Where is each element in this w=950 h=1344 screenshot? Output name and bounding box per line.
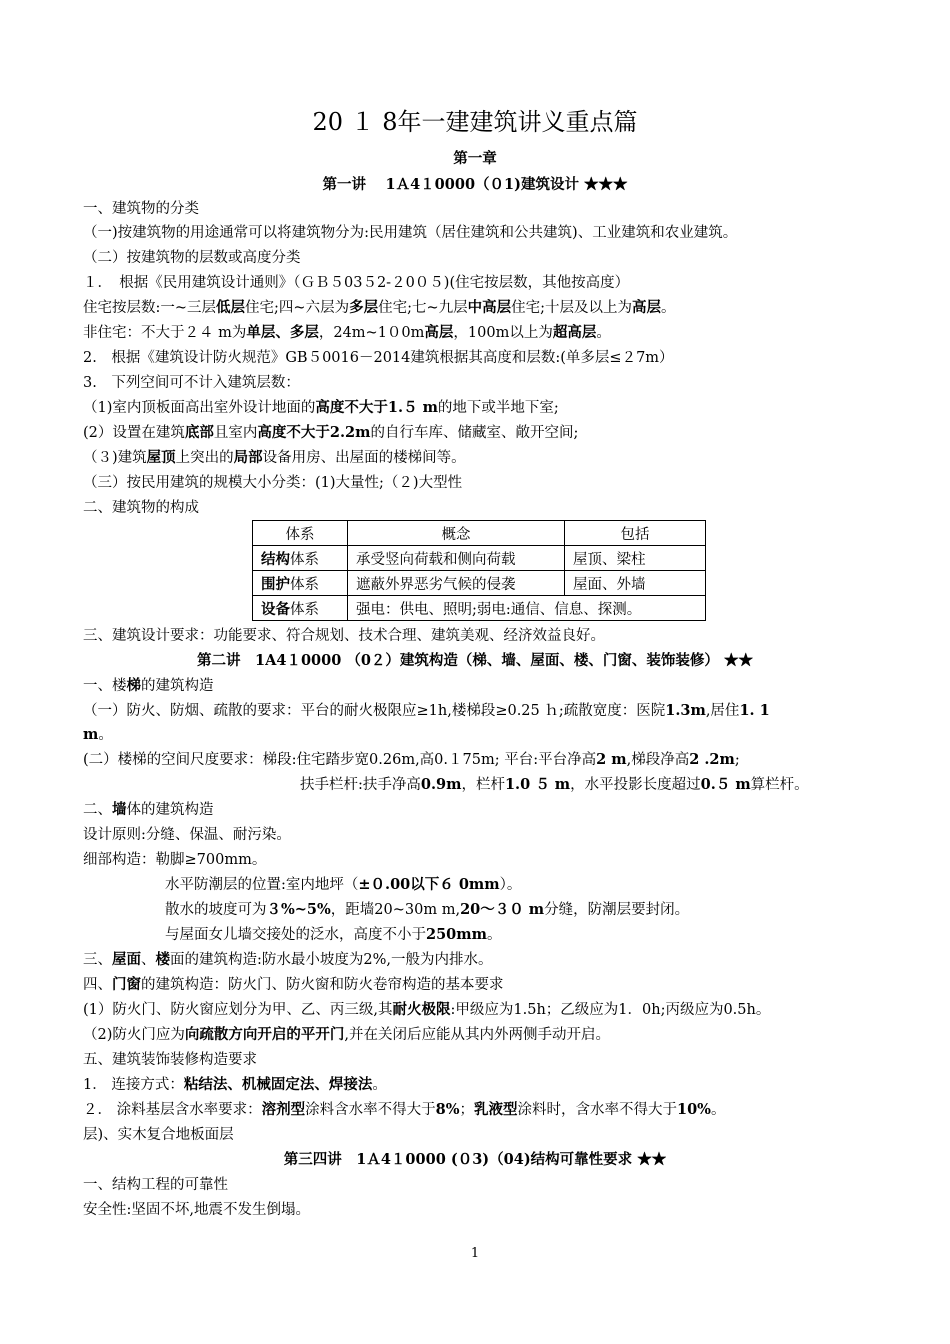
paragraph: 安全性:坚固不坏,地震不发生倒塌。 (83, 1202, 310, 1218)
lecture2-heading: 第二讲 1A4１0000 （0２）建筑构造（梯、墙、屋面、楼、门窗、装饰装修） ★★ (197, 652, 753, 669)
paragraph: （二）按建筑物的层数或高度分类 (83, 250, 301, 266)
table-cell: 设备体系 (253, 596, 348, 621)
table-cell: 围护体系 (253, 571, 348, 596)
table-header-cell: 包括 (565, 521, 706, 546)
paragraph: (二）楼梯的空间尺度要求：梯段:住宅踏步宽0.26m,高0.１75m; 平台:平台净高2 m,梯段净高2 .2m; (83, 751, 740, 768)
paragraph: m。 (83, 726, 113, 743)
paragraph: 住宅按层数:一~三层低层住宅;四~六层为多层住宅;七~九层中高层住宅;十层及以上为高层。 (83, 299, 676, 316)
section-heading: 二、建筑物的构成 (83, 500, 199, 516)
paragraph: 设计原则:分缝、保温、耐污染。 (83, 827, 291, 843)
paragraph: （一)按建筑物的用途通常可以将建筑物分为:民用建筑（居住建筑和公共建筑)、工业建筑和农业建筑。 (83, 225, 738, 241)
section-heading: 一、建筑物的分类 (83, 201, 199, 217)
section-heading: 五、建筑装饰装修构造要求 (83, 1052, 257, 1068)
paragraph: （1)室内顶板面高出室外设计地面的高度不大于1.５ m的地下或半地下室; (83, 399, 559, 416)
table-cell: 结构体系 (253, 546, 348, 571)
paragraph: 层)、实木复合地板面层 (83, 1127, 234, 1143)
paragraph: 水平防潮层的位置:室内地坪（±０.00以下６ 0mm）。 (165, 876, 522, 893)
paragraph: 1． 连接方式：粘结法、机械固定法、焊接法。 (83, 1076, 387, 1093)
paragraph: 非住宅：不大于２４ m为单层、多层，24m~1０0m高层，100m以上为超高层。 (83, 324, 611, 341)
paragraph: （３)建筑屋顶上突出的局部设备用房、出屋面的楼梯间等。 (83, 449, 466, 466)
table-cell: 强电：供电、照明;弱电:通信、信息、探测。 (348, 596, 706, 621)
page-number: 1 (470, 1246, 480, 1261)
table-cell: 承受竖向荷载和侧向荷载 (348, 546, 565, 571)
paragraph: 与屋面女儿墙交接处的泛水，高度不小于250mm。 (165, 926, 502, 943)
lecture3-heading: 第三四讲 1Ａ4１0000 (０3)（04)结构可靠性要求 ★★ (283, 1151, 667, 1168)
table-cell: 屋面、外墙 (565, 571, 706, 596)
table-cell: 屋顶、梁柱 (565, 546, 706, 571)
paragraph: 扶手栏杆:扶手净高0.9m，栏杆1.0 ５ m，水平投影长度超过0.５ m算栏杆。 (300, 776, 809, 793)
table-header-cell: 概念 (348, 521, 565, 546)
section-heading: 一、楼梯的建筑构造 (83, 677, 214, 694)
paragraph: 2. 根据《建筑设计防火规范》GB５0016－2014建筑根据其高度和层数:(单多层≤２7m） (83, 350, 674, 366)
section-heading: 一、结构工程的可靠性 (83, 1177, 228, 1193)
paragraph: 细部构造：勒脚≥700mm。 (83, 852, 267, 868)
paragraph: （三）按民用建筑的规模大小分类：(1)大量性;（２)大型性 (83, 475, 463, 491)
paragraph: 散水的坡度可为３%~5%，距墙20~30m m,20～３０ m分缝，防潮层要封闭。 (165, 901, 690, 918)
table-row (253, 546, 706, 571)
section-heading: 四、门窗的建筑构造：防火门、防火窗和防火卷帘构造的基本要求 (83, 976, 504, 993)
section-heading: 三、屋面、楼面的建筑构造:防水最小坡度为2%,一般为内排水。 (83, 951, 493, 968)
section-heading: 三、建筑设计要求：功能要求、符合规划、技术合理、建筑美观、经济效益良好。 (83, 628, 605, 644)
paragraph: 3. 下列空间可不计入建筑层数： (83, 375, 300, 391)
table-cell: 遮蔽外界恶劣气候的侵袭 (348, 571, 565, 596)
table-row (253, 571, 706, 596)
paragraph: (2）设置在建筑底部且室内高度不大于2.2m的自行车库、储藏室、敞开空间; (83, 424, 579, 441)
paragraph: (1）防火门、防火窗应划分为甲、乙、丙三级,其耐火极限:甲级应为1.5h；乙级应为1．0h;丙级应为0.5h。 (83, 1001, 771, 1018)
table-header-cell: 体系 (253, 521, 348, 546)
lecture1-heading: 第一讲 1Ａ4１0000（０1)建筑设计 ★★★ (322, 176, 628, 193)
paragraph: （2)防火门应为向疏散方向开启的平开门,并在关闭后应能从其内外两侧手动开启。 (83, 1026, 610, 1043)
document-title: 20 １ 8年一建建筑讲义重点篇 (312, 108, 638, 136)
paragraph: （一）防火、防烟、疏散的要求：平台的耐火极限应≥1h,楼梯段≥0.25 ｈ;疏散宽度：医院1.3m,居住1. 1 (83, 702, 770, 719)
table-header-row (253, 521, 706, 546)
table-row (253, 596, 706, 621)
building-composition-table (252, 520, 706, 621)
section-heading: 二、墙体的建筑构造 (83, 801, 214, 818)
chapter-heading: 第一章 (453, 150, 497, 167)
paragraph: ２． 涂料基层含水率要求：溶剂型涂料含水率不得大于8%；乳液型涂料时，含水率不得大于10%。 (83, 1101, 726, 1118)
paragraph: １． 根据《民用建筑设计通则》（ＧＢ５03５2-２0０５)(住宅按层数，其他按高度） (83, 275, 630, 291)
